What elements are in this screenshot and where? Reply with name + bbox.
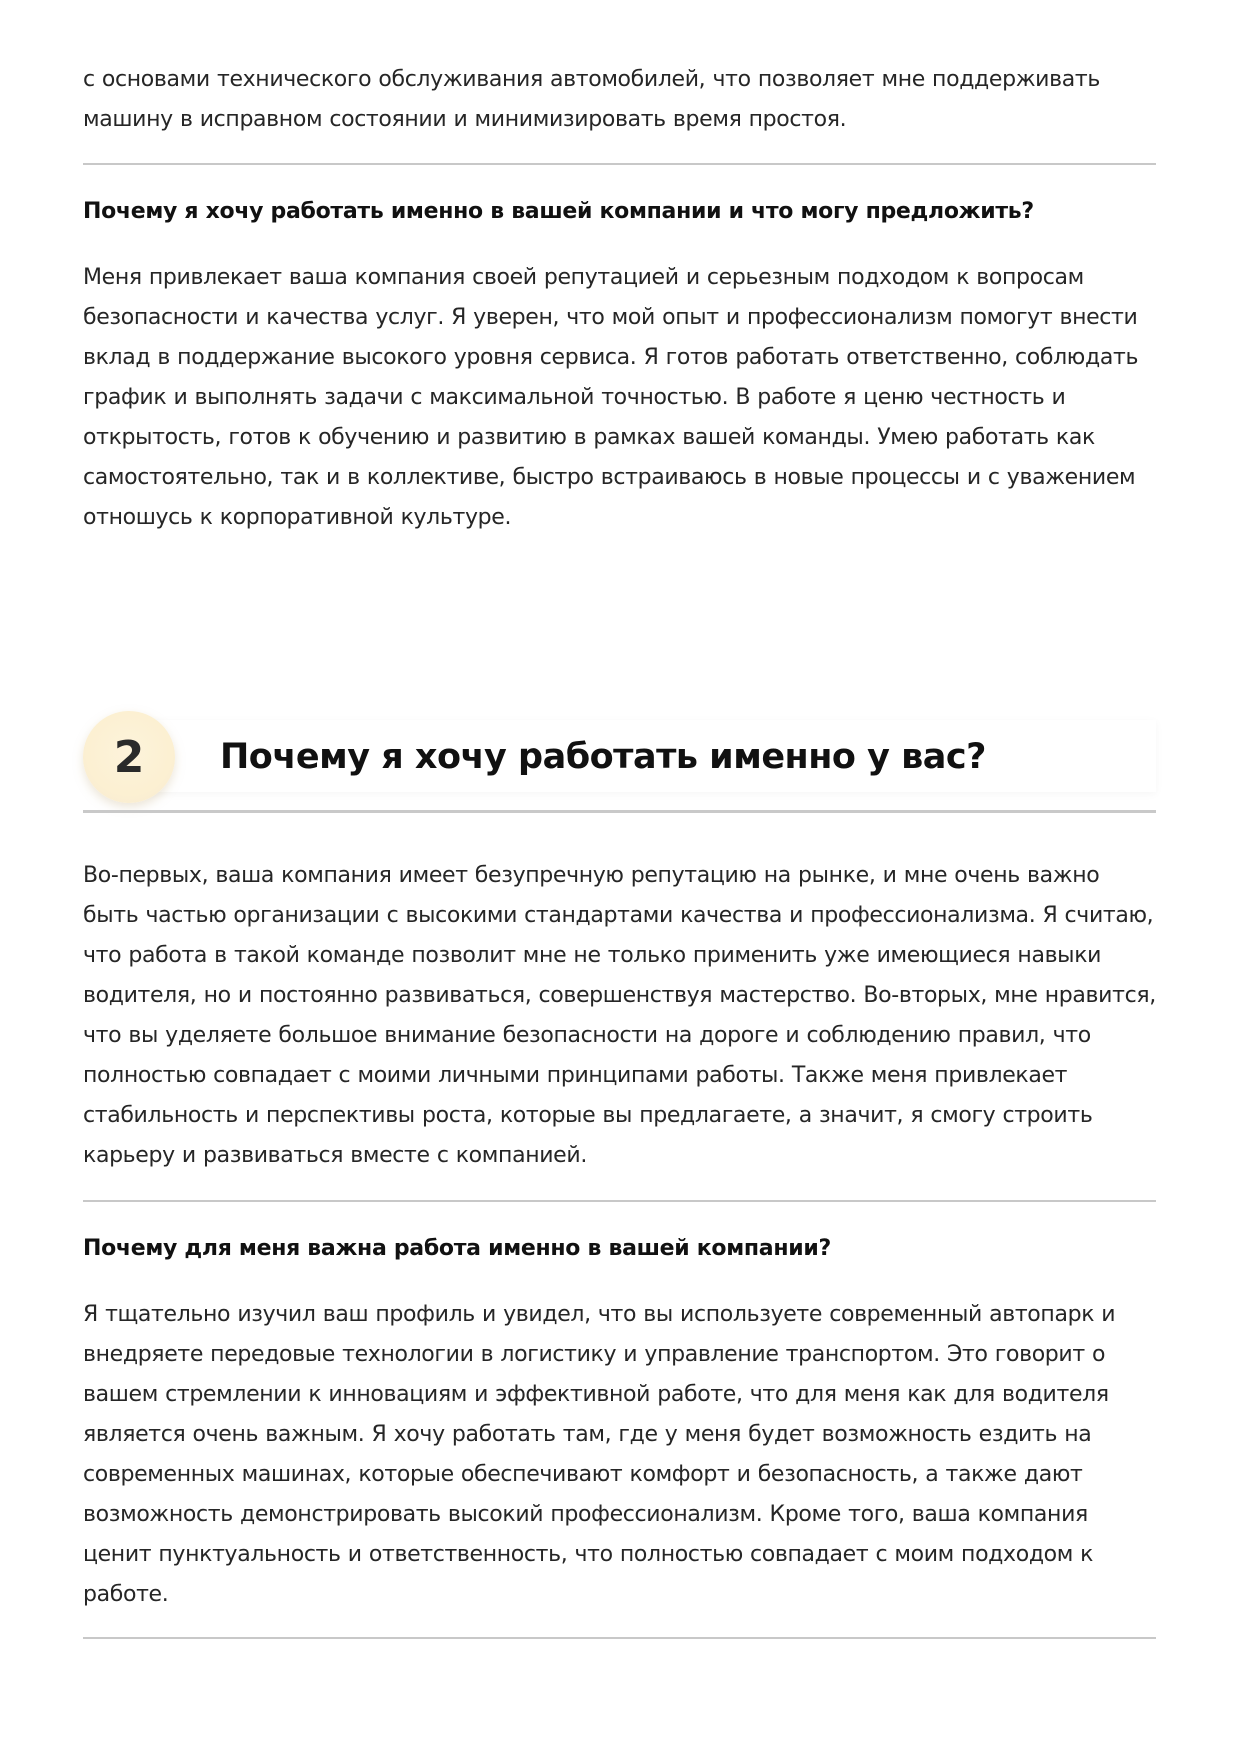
section-2-line: что работа в такой команде позволит мне не только применить уже имеющиеся навыки (83, 943, 1102, 968)
question-1-heading: Почему я хочу работать именно в вашей компании и что могу предложить? (83, 199, 1034, 224)
answer-1-line: самостоятельно, так и в коллективе, быстро встраиваюсь в новые процессы и с уважением (83, 465, 1136, 490)
answer-1-line: открытость, готов к обучению и развитию в рамках вашей команды. Умею работать как (83, 425, 1095, 450)
section-2-line: стабильность и перспективы роста, которые вы предлагаете, а значит, я смогу строить (83, 1103, 1093, 1128)
section-2-paragraph (83, 856, 1156, 1176)
answer-2-line: является очень важным. Я хочу работать там, где у меня будет возможность ездить на (83, 1422, 1092, 1447)
section-2-line: водителя, но и постоянно развиваться, совершенствуя мастерство. Во-вторых, мне нравится, (83, 983, 1156, 1008)
answer-1-line: Меня привлекает ваша компания своей репутацией и серьезным подходом к вопросам (83, 265, 1084, 290)
divider-middle (83, 1200, 1156, 1202)
section-2-line: Во-первых, ваша компания имеет безупречную репутацию на рынке, и мне очень важно (83, 863, 1100, 888)
intro-line: с основами технического обслуживания автомобилей, что позволяет мне поддерживать (83, 67, 1100, 92)
section-title: Почему я хочу работать именно у вас? (220, 737, 986, 777)
section-number-badge: 2 (83, 711, 175, 803)
question-2 (83, 1234, 1156, 1264)
intro-paragraph (83, 60, 1156, 140)
intro-line: машину в исправном состоянии и минимизировать время простоя. (83, 107, 847, 132)
section-2-line: что вы уделяете большое внимание безопасности на дороге и соблюдению правил, что (83, 1023, 1091, 1048)
divider-top (83, 163, 1156, 165)
answer-1-line: безопасности и качества услуг. Я уверен, что мой опыт и профессионализм помогут внести (83, 305, 1138, 330)
section-2-line: быть частью организации с высокими стандартами качества и профессионализма. Я считаю, (83, 903, 1154, 928)
section-divider (83, 810, 1156, 813)
answer-2-line: вашем стремлении к инновациям и эффективной работе, что для меня как для водителя (83, 1382, 1109, 1407)
answer-1-line: график и выполнять задачи с максимальной точностью. В работе я ценю честность и (83, 385, 1066, 410)
answer-2-line: возможность демонстрировать высокий профессионализм. Кроме того, ваша компания (83, 1502, 1088, 1527)
question-2-heading: Почему для меня важна работа именно в вашей компании? (83, 1236, 831, 1261)
answer-2 (83, 1295, 1156, 1615)
answer-2-line: внедряете передовые технологии в логистику и управление транспортом. Это говорит о (83, 1342, 1106, 1367)
answer-2-line: современных машинах, которые обеспечивают комфорт и безопасность, а также дают (83, 1462, 1083, 1487)
section-2-line: карьеру и развиваться вместе с компанией. (83, 1143, 587, 1168)
answer-2-line: работе. (83, 1582, 169, 1607)
question-1 (83, 197, 1156, 227)
answer-1 (83, 258, 1156, 538)
section-2-header (83, 711, 1156, 811)
section-2-line: полностью совпадает с моими личными принципами работы. Также меня привлекает (83, 1063, 1068, 1088)
answer-2-line: ценит пунктуальность и ответственность, что полностью совпадает с моим подходом к (83, 1542, 1094, 1567)
divider-bottom (83, 1637, 1156, 1639)
answer-1-line: отношусь к корпоративной культуре. (83, 505, 512, 530)
answer-1-line: вклад в поддержание высокого уровня сервиса. Я готов работать ответственно, соблюдать (83, 345, 1139, 370)
answer-2-line: Я тщательно изучил ваш профиль и увидел, что вы используете современный автопарк и (83, 1302, 1116, 1327)
